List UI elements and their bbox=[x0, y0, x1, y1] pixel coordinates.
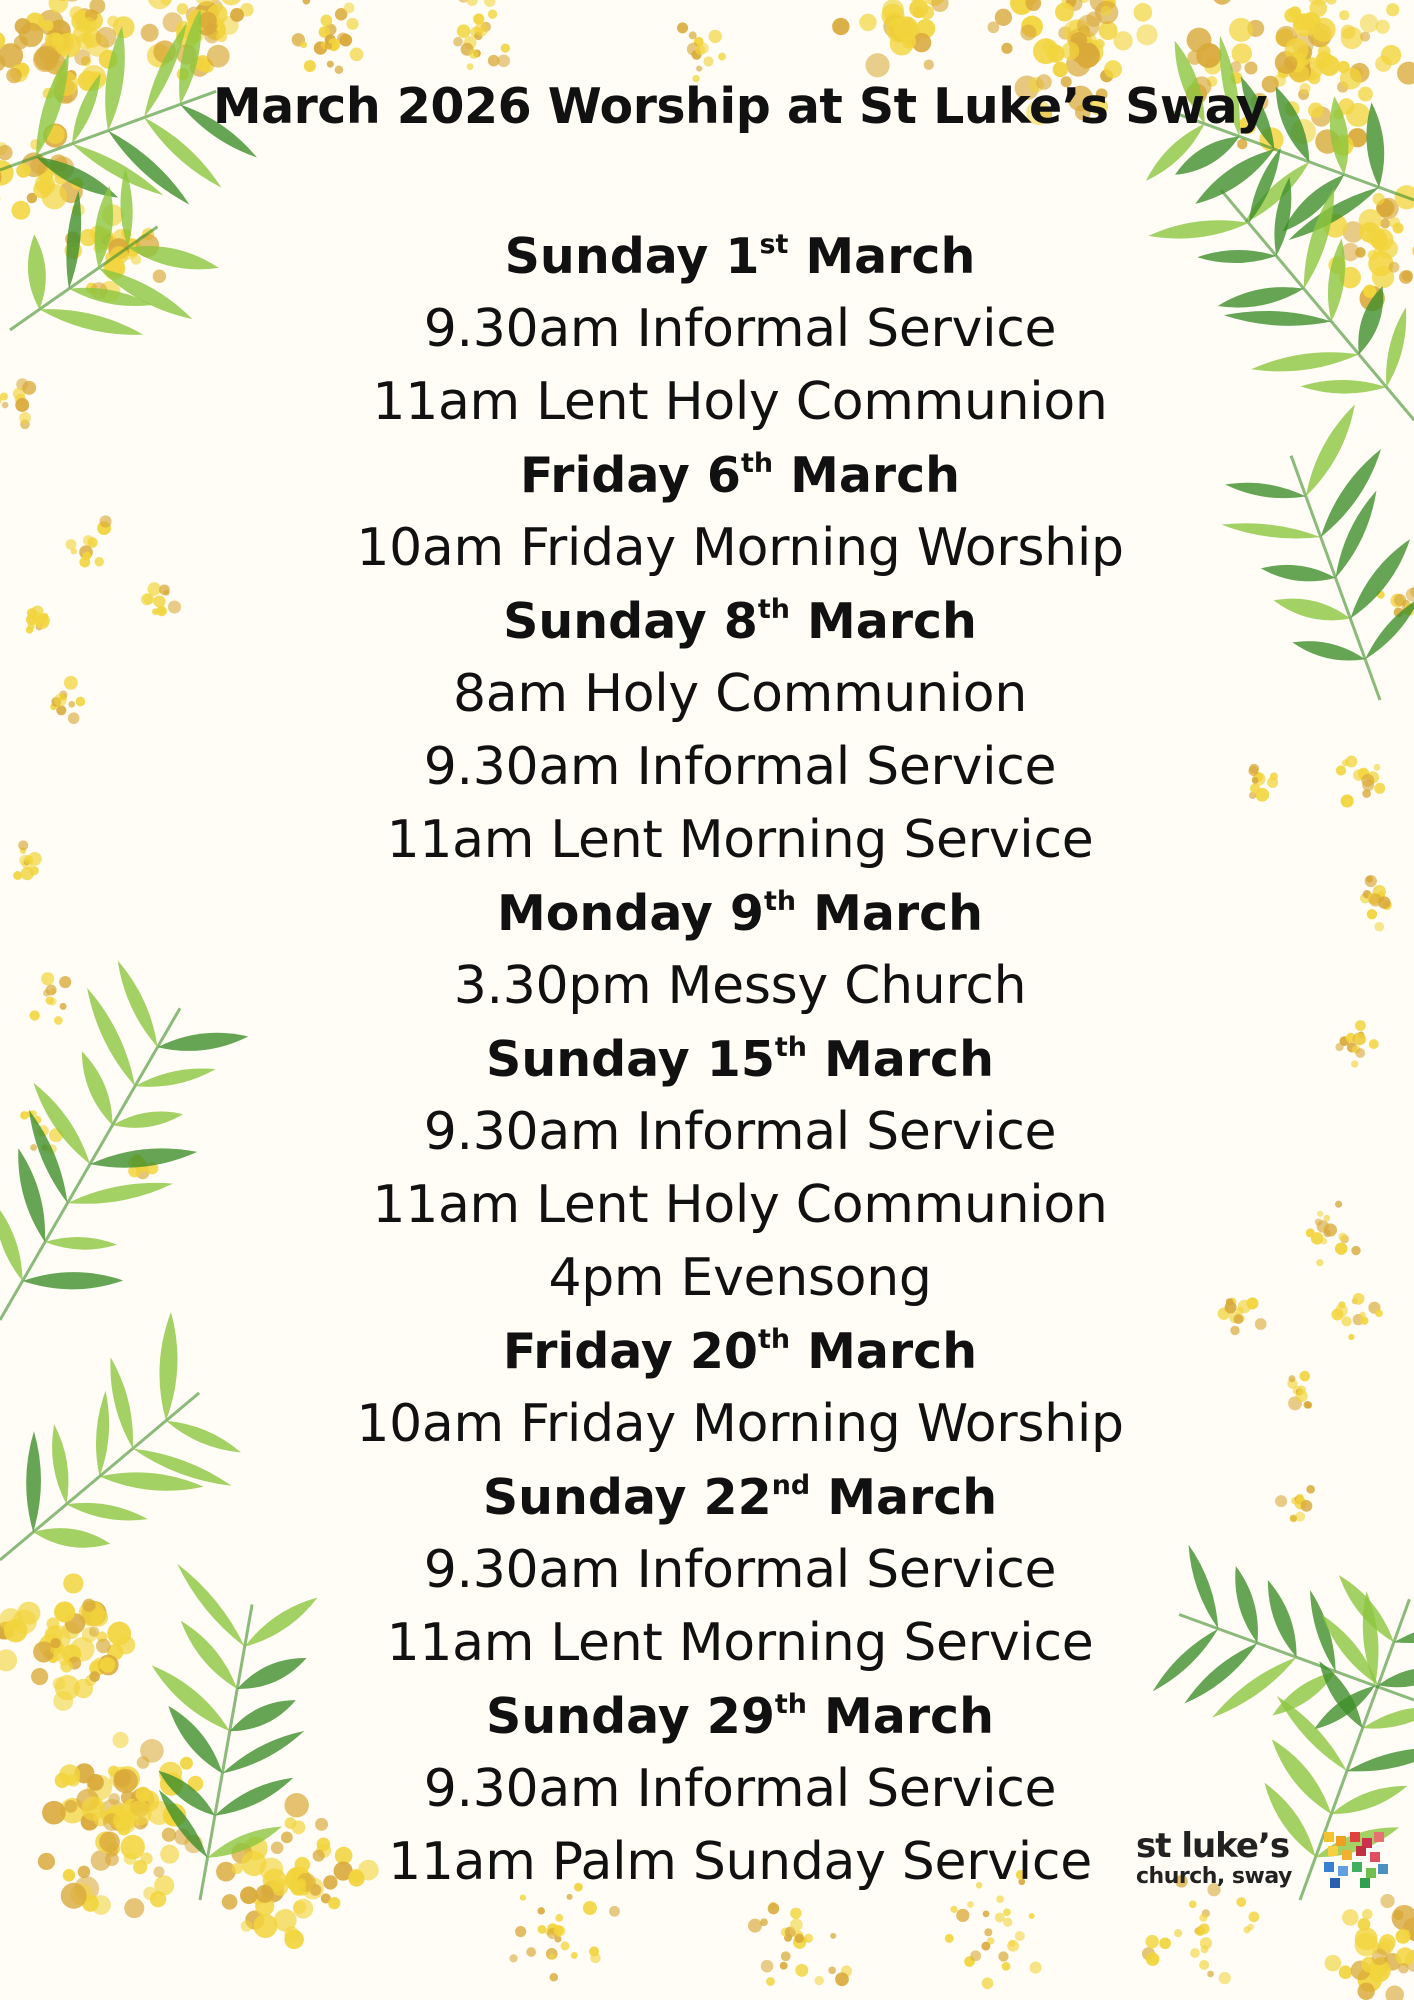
day-heading bbox=[0, 585, 1414, 658]
ordinal-suffix: th bbox=[758, 1323, 791, 1355]
logo-mosaic-icon bbox=[1322, 1830, 1392, 1890]
month-name: March bbox=[796, 885, 984, 942]
church-logo bbox=[1136, 1826, 1396, 1896]
service-item: 9.30am Informal Service bbox=[423, 1759, 1057, 1819]
day-heading bbox=[0, 1315, 1414, 1388]
ordinal-suffix: th bbox=[774, 1688, 807, 1720]
service-item: 11am Lent Morning Service bbox=[386, 1613, 1094, 1673]
service-item: 11am Lent Holy Communion bbox=[372, 1175, 1108, 1235]
service-item: 9.30am Informal Service bbox=[423, 1540, 1057, 1600]
worship-schedule bbox=[0, 220, 1414, 1899]
logo-text-line2: church, sway bbox=[1136, 1864, 1292, 1889]
day-heading bbox=[0, 220, 1414, 293]
day-heading bbox=[0, 1023, 1414, 1096]
day-name: Friday 20 bbox=[502, 1323, 759, 1380]
day-heading bbox=[0, 1461, 1414, 1534]
day-heading bbox=[0, 877, 1414, 950]
service-item: 9.30am Informal Service bbox=[423, 737, 1057, 797]
month-name: March bbox=[773, 447, 961, 504]
day-heading bbox=[0, 1680, 1414, 1753]
ordinal-suffix: th bbox=[764, 885, 797, 917]
service-item: 10am Friday Morning Worship bbox=[356, 518, 1124, 578]
logo-text-line1: st luke’s bbox=[1136, 1826, 1290, 1866]
service-item: 11am Palm Sunday Service bbox=[388, 1832, 1092, 1892]
service-item: 9.30am Informal Service bbox=[423, 299, 1057, 359]
service-item: 8am Holy Communion bbox=[453, 664, 1027, 724]
month-name: March bbox=[806, 1688, 994, 1745]
service-item: 3.30pm Messy Church bbox=[453, 956, 1027, 1016]
day-name: Friday 6 bbox=[519, 447, 741, 504]
service-item: 11am Lent Holy Communion bbox=[372, 372, 1108, 432]
day-name: Monday 9 bbox=[496, 885, 764, 942]
ordinal-suffix: st bbox=[759, 228, 789, 260]
day-heading bbox=[0, 439, 1414, 512]
page-title: March 2026 Worship at St Luke’s Sway bbox=[212, 78, 1268, 135]
day-name: Sunday 22 bbox=[482, 1469, 772, 1526]
ordinal-suffix: th bbox=[774, 1031, 807, 1063]
service-item: 9.30am Informal Service bbox=[423, 1102, 1057, 1162]
day-name: Sunday 1 bbox=[504, 228, 760, 285]
service-item: 4pm Evensong bbox=[548, 1248, 932, 1308]
service-item: 11am Lent Morning Service bbox=[386, 810, 1094, 870]
ordinal-suffix: th bbox=[757, 593, 790, 625]
month-name: March bbox=[790, 1323, 978, 1380]
day-name: Sunday 8 bbox=[503, 593, 758, 650]
ordinal-suffix: nd bbox=[771, 1469, 811, 1501]
ordinal-suffix: th bbox=[740, 447, 774, 479]
month-name: March bbox=[788, 228, 976, 285]
month-name: March bbox=[806, 1031, 994, 1088]
month-name: March bbox=[810, 1469, 998, 1526]
day-name: Sunday 15 bbox=[486, 1031, 775, 1088]
day-name: Sunday 29 bbox=[486, 1688, 775, 1745]
month-name: March bbox=[789, 593, 977, 650]
service-item: 10am Friday Morning Worship bbox=[356, 1394, 1124, 1454]
